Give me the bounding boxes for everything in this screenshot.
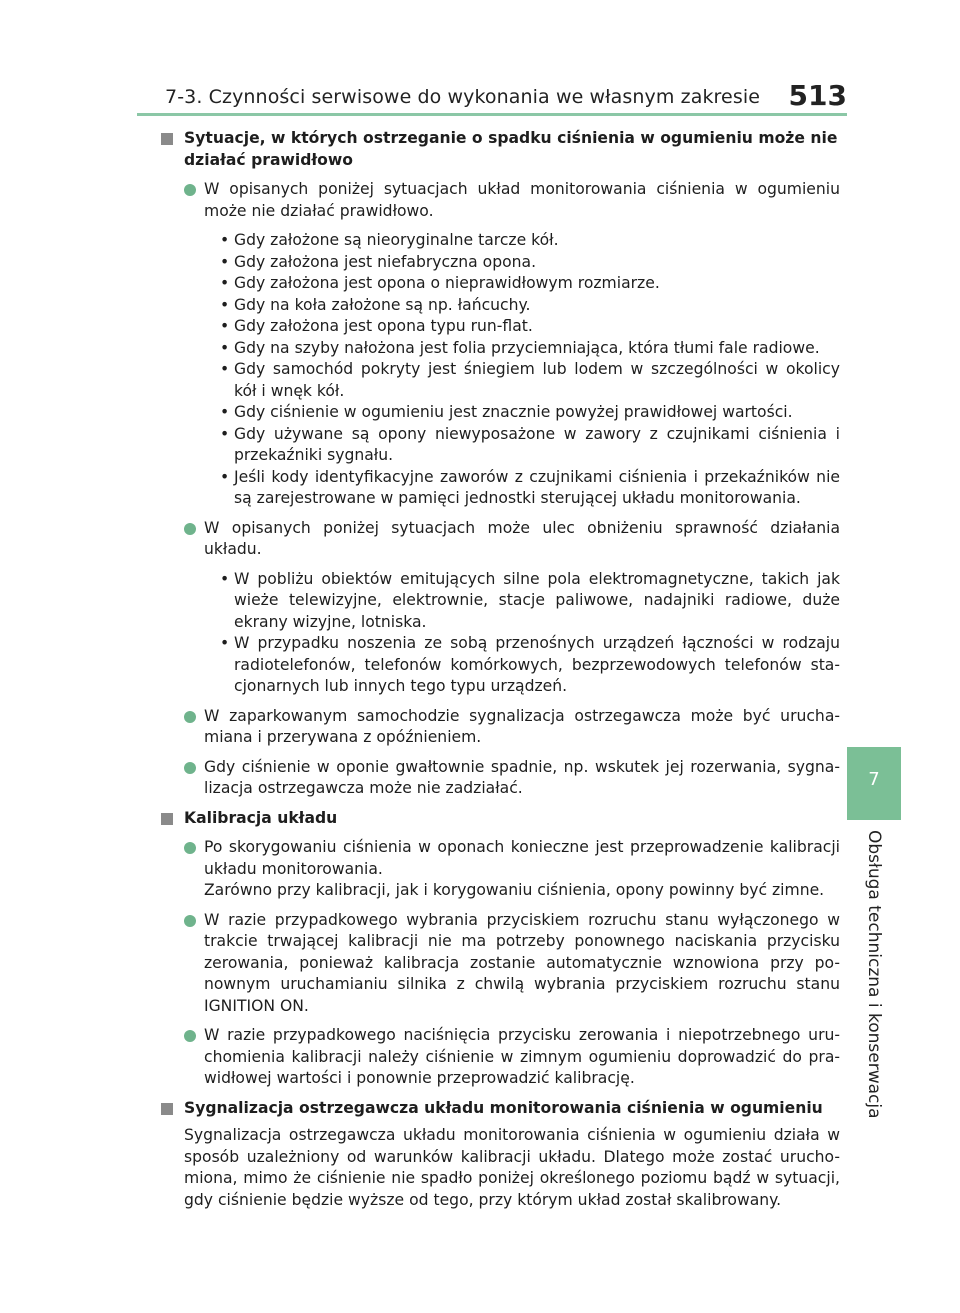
paragraph-text: Zarówno przy kalibracji, jak i korygowaniu ciśnienia, opony powinny być zimne.: [204, 881, 825, 899]
bullet-circle-icon: [184, 1030, 196, 1042]
section-heading-text: Kalibracja układu: [184, 808, 338, 827]
page-header: [0, 0, 960, 112]
paragraph: [160, 179, 840, 222]
list-item: • Gdy na szyby nałożona jest folia przyciemniająca, która tłumi fale radiowe.: [220, 338, 840, 360]
list-item: • Gdy samochód pokryty jest śniegiem lub lodem w szczególności w okolicy kół i wnęk kół.: [220, 359, 840, 402]
list-item: • Jeśli kody identyfikacyjne zaworów z czujnikami ciśnienia i przekaźników nie są zarejestrowane w pamięci jednostki sterującej układu monitorowania.: [220, 467, 840, 510]
chapter-number: 7: [868, 769, 880, 790]
paragraph-text: W opisanych poniżej sytuacjach układ monitorowania ciśnienia w ogumieniu może nie działać prawidłowo.: [204, 180, 840, 220]
section-heading: [160, 128, 840, 171]
bullet-circle-icon: [184, 915, 196, 927]
paragraph-text: W opisanych poniżej sytuacjach może ulec obniżeniu sprawność działania układu.: [204, 518, 840, 558]
paragraph: [160, 1025, 840, 1090]
section-square-icon: [161, 1103, 173, 1115]
list-item: • Gdy na koła założone są np. łańcuchy.: [220, 295, 840, 317]
paragraph: [160, 837, 840, 902]
bullet-circle-icon: [184, 184, 196, 196]
paragraph: [160, 910, 840, 1018]
bullet-circle-icon: [184, 762, 196, 774]
paragraph: [160, 757, 840, 800]
list-item: • Gdy założona jest opona o nieprawidłowym rozmiarze.: [220, 273, 840, 295]
bullet-circle-icon: [184, 523, 196, 535]
paragraph: [160, 1125, 840, 1211]
bullet-circle-icon: [184, 842, 196, 854]
paragraph-text: Po skorygowaniu ciśnienia w oponach konieczne jest przeprowadzenie kalibracji układu monitorowania.: [204, 838, 840, 878]
paragraph: [160, 706, 840, 749]
page-number: 513: [788, 79, 847, 112]
list-item: • W przypadku noszenia ze sobą przenośnych urządzeń łączności w rodzaju radiotelefonów, telefonów komórkowych, bezprzewodowych telefonów sta-cjonarnych lub innych tego typu urządzeń.: [220, 633, 840, 698]
list-item: • W pobliżu obiektów emitujących silne pola elektromagnetyczne, takich jak wieże telewizyjne, elektrownie, stacje paliwowe, nadajniki radiowe, duże ekrany wizyjne, lotniska.: [220, 569, 840, 634]
bullet-list: [160, 569, 840, 698]
section-heading: [160, 1098, 840, 1120]
section-square-icon: [161, 133, 173, 145]
list-item: • Gdy założona jest opona typu run-flat.: [220, 316, 840, 338]
chapter-side-label: [847, 830, 901, 1120]
paragraph-text: W razie przypadkowego wybrania przyciskiem rozruchu stanu wyłączonego w trakcie trwającej kalibracji nie ma potrzeby ponownego naciskania przycisku zerowania, ponieważ kalibracja zostanie automatycznie wznowiona przy po-nownym uruchamianiu silnika z chwilą wybrania przyciskiem rozruchu stanu IGNITION ON.: [204, 910, 840, 1015]
chapter-tab: [847, 747, 901, 820]
list-item: • Gdy założone są nieoryginalne tarcze kół.: [220, 230, 840, 252]
paragraph: [160, 518, 840, 561]
paragraph-text: Gdy ciśnienie w oponie gwałtownie spadnie, np. wskutek jej rozerwania, sygna-lizacja ostrzegawcza może nie zadziałać.: [204, 757, 840, 797]
list-item: • Gdy używane są opony niewyposażone w zawory z czujnikami ciśnienia i przekaźniki sygnału.: [220, 424, 840, 467]
bullet-circle-icon: [184, 711, 196, 723]
section-square-icon: [161, 813, 173, 825]
paragraph-text: W razie przypadkowego naciśnięcia przycisku zerowania i niepotrzebnego uru-chomienia kalibracji należy ciśnienie w zimnym ogumieniu doprowadzić do pra-widłowej wartości i ponownie przeprowadzić kalibrację.: [204, 1026, 840, 1087]
paragraph-text: W zaparkowanym samochodzie sygnalizacja ostrzegawcza może być urucha-miana i przerywana z opóźnieniem.: [204, 706, 840, 746]
list-item: • Gdy założona jest niefabryczna opona.: [220, 252, 840, 274]
running-header-title: 7-3. Czynności serwisowe do wykonania we własnym zakresie: [165, 86, 760, 108]
section-heading-text: Sygnalizacja ostrzegawcza układu monitorowania ciśnienia w ogumieniu: [184, 1098, 823, 1117]
list-item: • Gdy ciśnienie w ogumieniu jest znacznie powyżej prawidłowej wartości.: [220, 402, 840, 424]
section-heading-text: Sytuacje, w których ostrzeganie o spadku ciśnienia w ogumieniu może nie działać prawidłowo: [184, 129, 838, 169]
bullet-list: [160, 230, 840, 510]
chapter-title: Obsługa techniczna i konserwacja: [864, 830, 884, 1119]
paragraph-text: Sygnalizacja ostrzegawcza układu monitorowania ciśnienia w ogumieniu działa w sposób uzależniony od warunków kalibracji układu. Dlatego może zostać urucho-miona, mimo że ciśnienie nie spadło poniżej określonego poziomu bądź w sytuacji, gdy ciśnienie będzie wyższe od tego, przy którym układ został skalibrowany.: [184, 1126, 840, 1209]
section-heading: [160, 808, 840, 830]
header-divider: [137, 113, 847, 116]
page-content: [160, 128, 840, 1211]
